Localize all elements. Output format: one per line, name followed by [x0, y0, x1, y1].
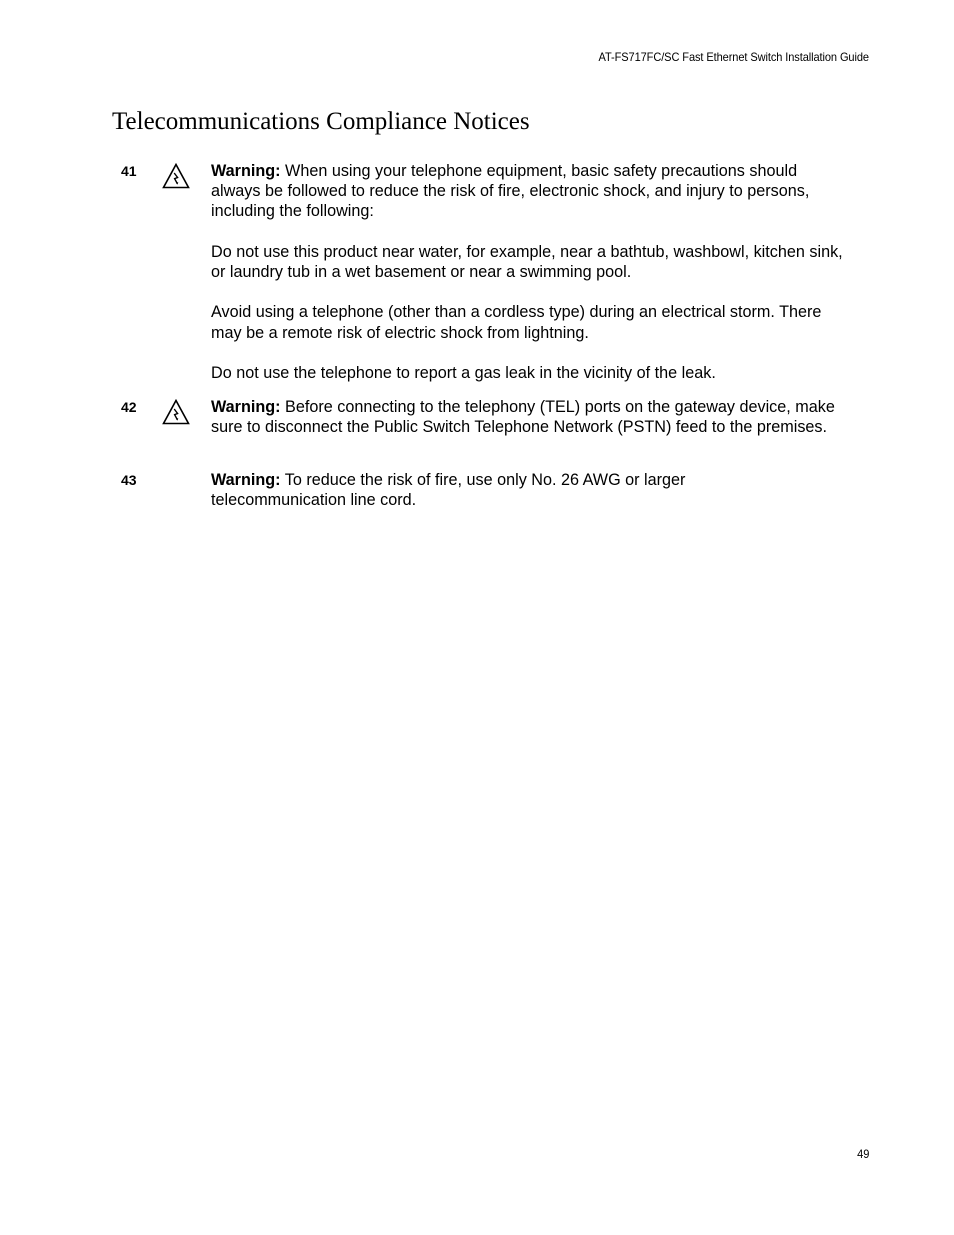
notice-paragraph: Do not use this product near water, for example, near a bathtub, washbowl, kitchen sink, or laundry tub in a wet basement or near a swimming pool. [211, 242, 843, 281]
electrical-hazard-warning-icon [162, 399, 190, 425]
notice-number: 42 [121, 399, 137, 415]
electrical-hazard-warning-icon [162, 163, 190, 189]
notice-number: 41 [121, 163, 137, 179]
section-title: Telecommunications Compliance Notices [112, 108, 530, 135]
notice-number: 43 [121, 472, 137, 488]
page-number: 49 [856, 1147, 869, 1161]
notice-paragraph: Warning: When using your telephone equipment, basic safety precautions should always be followed to reduce the risk of fire, electronic shock, and injury to persons, including the following: [211, 162, 810, 221]
notice-paragraph: Do not use the telephone to report a gas leak in the vicinity of the leak. [211, 363, 716, 382]
notice-body [211, 397, 851, 437]
notice-paragraph: Avoid using a telephone (other than a cordless type) during an electrical storm. There may be a remote risk of electric shock from lightning. [211, 303, 822, 342]
warning-label: Warning: [211, 398, 281, 416]
warning-label: Warning: [211, 162, 281, 180]
notice-paragraph: Warning: Before connecting to the telephony (TEL) ports on the gateway device, make sure to disconnect the Public Switch Telephone Network (PSTN) feed to the premises. [211, 398, 835, 437]
warning-label: Warning: [211, 471, 281, 489]
notice-body [211, 161, 851, 383]
notice-paragraph: Warning: To reduce the risk of fire, use only No. 26 AWG or larger telecommunication line cord. [211, 471, 686, 510]
notice-body [211, 470, 731, 510]
running-header: AT-FS717FC/SC Fast Ethernet Switch Installation Guide [598, 50, 869, 64]
